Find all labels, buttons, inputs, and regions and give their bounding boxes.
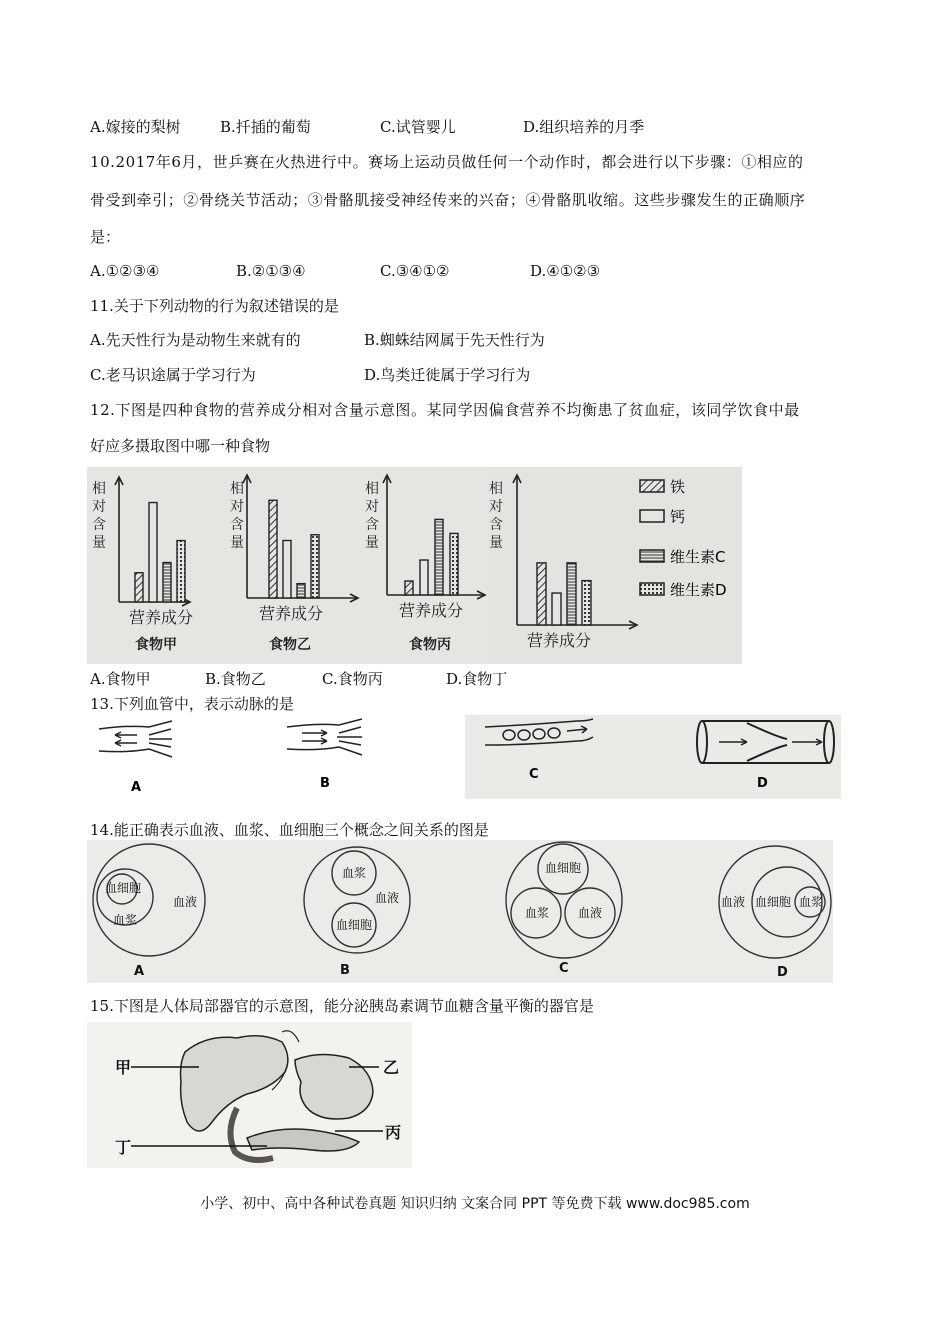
bar-2-钙 — [283, 541, 291, 599]
bar-4-铁 — [537, 563, 546, 625]
bar-2-维生素D — [311, 535, 319, 598]
bar-3-铁 — [405, 581, 413, 595]
bar-1-铁 — [135, 573, 143, 602]
legend-label-vitamin-c: 维生素C — [670, 548, 726, 566]
pancreas-shape — [247, 1129, 359, 1151]
q13-vessels — [87, 715, 841, 799]
x-axis-label: 营养成分 — [259, 604, 324, 623]
d-term-blood: 血液 — [721, 895, 746, 909]
y-axis-label: 相对含量 — [489, 481, 503, 551]
q10-line-2: 骨受到牵引；②骨绕关节活动；③骨骼肌接受神经传来的兴奋；④骨骼肌收缩。这些步骤发生的正确顺序 — [90, 191, 806, 209]
c-term-cell: 血细胞 — [545, 861, 582, 875]
q11-option-c: C.老马识途属于学习行为 — [90, 366, 256, 384]
q15-stem: 15.下图是人体局部器官的示意图，能分泌胰岛素调节血糖含量平衡的器官是 — [90, 997, 594, 1015]
q14-label-d: D — [777, 965, 788, 980]
y-axis-label: 相对含量 — [365, 481, 379, 551]
q10-line-1: 10.2017年6月，世乒赛在火热进行中。赛场上运动员做任何一个动作时，都会进行以下步骤：①相应的 — [90, 153, 804, 171]
q9-option-d: D.组织培养的月季 — [523, 118, 645, 136]
footer: 小学、初中、高中各种试卷真题 知识归纳 文案合同 PPT 等免费下载 www.doc985.com — [200, 1196, 750, 1212]
label-jia: 甲 — [115, 1058, 132, 1077]
bar-1-维生素D — [177, 541, 185, 602]
d-term-plasma: 血浆 — [799, 895, 824, 909]
c-term-blood: 血液 — [578, 906, 603, 920]
bar-3-维生素D — [450, 533, 458, 595]
q10-option-b: B.②①③④ — [236, 262, 306, 280]
q10-option-c: C.③④①② — [380, 262, 450, 280]
bar-3-钙 — [420, 560, 428, 595]
bar-1-钙 — [149, 503, 157, 602]
x-axis-label: 营养成分 — [527, 631, 592, 650]
q9-option-b: B.扦插的葡萄 — [220, 118, 311, 136]
q13-figure — [87, 715, 841, 799]
q14-label-a: A — [134, 964, 145, 979]
a-term-cell: 血细胞 — [105, 881, 142, 895]
q10-option-a: A.①②③④ — [90, 262, 160, 280]
q12-line-1: 12.下图是四种食物的营养成分相对含量示意图。某同学因偏食营养不均衡患了贫血症，该同学饮食中最 — [90, 401, 800, 419]
food-nutrient-charts — [87, 467, 742, 664]
bar-2-铁 — [269, 500, 277, 598]
vessel-c — [485, 719, 593, 745]
q12-line-2: 好应多摄取图中哪一种食物 — [90, 437, 271, 455]
q13-label-d: D — [757, 776, 768, 791]
q14-label-b: B — [340, 963, 350, 978]
d-term-cell: 血细胞 — [755, 895, 792, 909]
q11-stem: 11.关于下列动物的行为叙述错误的是 — [90, 297, 339, 315]
digestive-organs-diagram — [87, 1022, 412, 1168]
q12-option-a: A.食物甲 — [90, 670, 151, 688]
food-chart-1 — [92, 477, 193, 653]
q14-label-c: C — [559, 961, 569, 976]
q12-figure — [87, 467, 742, 664]
bar-1-维生素C — [163, 563, 171, 602]
vessel-d — [697, 721, 834, 763]
vessel-a — [99, 721, 172, 757]
food-name-3: 食物丙 — [409, 637, 451, 653]
label-yi: 乙 — [383, 1058, 400, 1077]
bar-4-维生素C — [567, 563, 576, 625]
legend-label-vitamin-d: 维生素D — [670, 581, 727, 599]
b-term-plasma: 血浆 — [342, 866, 367, 880]
q9-option-c: C.试管婴儿 — [380, 118, 456, 136]
bar-2-维生素C — [297, 584, 305, 598]
q11-option-d: D.鸟类迁徙属于学习行为 — [364, 366, 531, 384]
legend-swatch-calcium — [640, 510, 664, 522]
q12-option-b: B.食物乙 — [205, 670, 266, 688]
q13-stem: 13.下列血管中，表示动脉的是 — [90, 695, 294, 713]
vessel-b — [287, 719, 362, 755]
q10-option-d: D.④①②③ — [530, 262, 601, 280]
food-name-1: 食物甲 — [135, 637, 177, 653]
legend-label-calcium: 钙 — [670, 508, 686, 526]
q12-option-d: D.食物丁 — [446, 670, 508, 688]
bar-4-钙 — [552, 593, 561, 625]
legend-swatch-vitamin-c — [640, 550, 664, 562]
q13-label-b: B — [320, 776, 330, 791]
food-chart-3 — [365, 475, 485, 653]
label-bing: 丙 — [385, 1123, 402, 1142]
q13-label-c: C — [529, 767, 539, 782]
bar-4-维生素D — [582, 581, 591, 625]
q11-option-a: A.先天性行为是动物生来就有的 — [90, 331, 301, 349]
q9-option-a: A.嫁接的梨树 — [90, 118, 181, 136]
legend-label-iron: 铁 — [670, 478, 686, 496]
q13-label-a: A — [131, 780, 142, 795]
x-axis-label: 营养成分 — [129, 608, 194, 627]
b-term-cell: 血细胞 — [336, 918, 373, 932]
diagram-c — [506, 842, 622, 958]
y-axis-label: 相对含量 — [230, 481, 244, 551]
y-axis-label: 相对含量 — [92, 481, 106, 551]
legend-swatch-vitamin-d — [640, 583, 664, 595]
x-axis-label: 营养成分 — [399, 601, 464, 620]
a-term-blood: 血液 — [173, 895, 198, 909]
food-name-2: 食物乙 — [269, 637, 311, 653]
q14-stem: 14.能正确表示血液、血浆、血细胞三个概念之间关系的图是 — [90, 821, 489, 839]
c-term-plasma: 血浆 — [525, 906, 550, 920]
q14-figure — [87, 840, 833, 983]
q12-option-c: C.食物丙 — [322, 670, 383, 688]
q15-figure — [87, 1022, 412, 1168]
q14-diagrams — [87, 840, 833, 983]
q11-option-b: B.蜘蛛结网属于先天性行为 — [364, 331, 545, 349]
a-term-plasma: 血浆 — [113, 913, 138, 927]
label-ding: 丁 — [115, 1138, 132, 1157]
stomach-shape — [295, 1054, 373, 1119]
bar-3-维生素C — [435, 519, 443, 595]
b-term-blood: 血液 — [375, 891, 400, 905]
legend-swatch-iron — [640, 480, 664, 492]
q10-line-3: 是： — [90, 228, 121, 246]
diagram-c-outer-circle — [506, 842, 622, 958]
food-chart-2 — [230, 475, 358, 653]
